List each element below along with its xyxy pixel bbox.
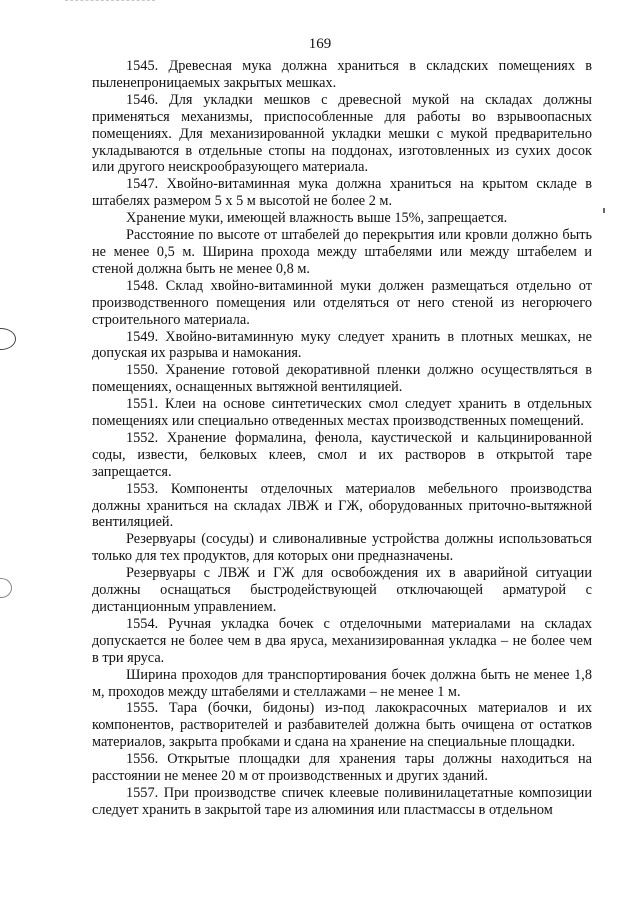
punch-hole-mark bbox=[0, 328, 16, 350]
paragraph: Резервуары (сосуды) и сливоналивные устройства должны использоваться только для тех продуктов, для которых они предназначены. bbox=[92, 531, 592, 565]
paragraph: 1547. Хвойно-витаминная мука должна храниться на крытом складе в штабелях размером 5 х 5 м высотой не более 2 м. bbox=[92, 176, 592, 210]
paragraph: 1546. Для укладки мешков с древесной мукой на складах должны применяться механизмы, приспособленные для работы во взрывоопасных помещениях. Для механизированной укладки мешки с мукой предварительно укладываются в отдельные стопы на поддонах, изготовленных из сухих досок или другого неискрообразующего материала. bbox=[92, 91, 592, 176]
scan-artifact-top bbox=[65, 0, 155, 4]
paragraph: 1557. При производстве спичек клеевые поливинилацетатные композиции следует хранить в закрытой таре из алюминия или пластмассы в отдельном bbox=[92, 784, 592, 818]
paragraph: 1549. Хвойно-витаминную муку следует хранить в плотных мешках, не допуская их разрыва и намокания. bbox=[92, 328, 592, 362]
paragraph: 1552. Хранение формалина, фенола, каустической и кальцинированной соды, извести, белковых клеев, смол и их растворов в открытой таре запрещается. bbox=[92, 429, 592, 480]
scan-artifact-edge bbox=[603, 208, 605, 213]
paragraph: 1551. Клеи на основе синтетических смол следует хранить в отдельных помещениях или специально отведенных местах производственных помещений. bbox=[92, 396, 592, 430]
punch-hole-mark bbox=[0, 578, 12, 598]
paragraph: Резервуары с ЛВЖ и ГЖ для освобождения их в аварийной ситуации должны оснащаться быстродействующей отключающей арматурой с дистанционным управлением. bbox=[92, 565, 592, 615]
paragraph: 1556. Открытые площадки для хранения тары должны находиться на расстоянии не менее 20 м от производственных и других зданий. bbox=[92, 751, 592, 785]
paragraph: 1548. Склад хвойно-витаминной муки должен размещаться отдельно от производственного помещения или отделяться от него стеной из негорючего строительного материала. bbox=[92, 277, 592, 328]
paragraph: 1545. Древесная мука должна храниться в складских помещениях в пыленепроницаемых закрытых мешках. bbox=[92, 58, 592, 91]
paragraph: 1555. Тара (бочки, бидоны) из-под лакокрасочных материалов и их компонентов, растворителей и разбавителей должна быть очищена от остатков материалов, закрыта пробками и сдана на хранение на специальные площадки. bbox=[92, 700, 592, 751]
paragraph: Расстояние по высоте от штабелей до перекрытия или кровли должно быть не менее 0,5 м. Ширина прохода между штабелями или между штабелем и стеной должна быть не менее 0,8 м. bbox=[92, 227, 592, 277]
paragraph: Хранение муки, имеющей влажность выше 15%, запрещается. bbox=[126, 210, 508, 227]
document-body bbox=[92, 58, 592, 819]
paragraph: 1550. Хранение готовой декоративной пленки должно осуществляться в помещениях, оснащенных вытяжной вентиляцией. bbox=[92, 362, 592, 396]
page-number: 169 bbox=[308, 36, 332, 52]
paragraph: Ширина проходов для транспортирования бочек должна быть не менее 1,8 м, проходов между штабелями и стеллажами – не менее 1 м. bbox=[92, 666, 592, 700]
paragraph: 1553. Компоненты отделочных материалов мебельного производства должны храниться на складах ЛВЖ и ГЖ, оборудованных приточно-вытяжной вентиляцией. bbox=[92, 480, 592, 531]
paragraph: 1554. Ручная укладка бочек с отделочными материалами на складах допускается не более чем в два яруса, механизированная укладка – не более чем в три яруса. bbox=[92, 615, 592, 666]
